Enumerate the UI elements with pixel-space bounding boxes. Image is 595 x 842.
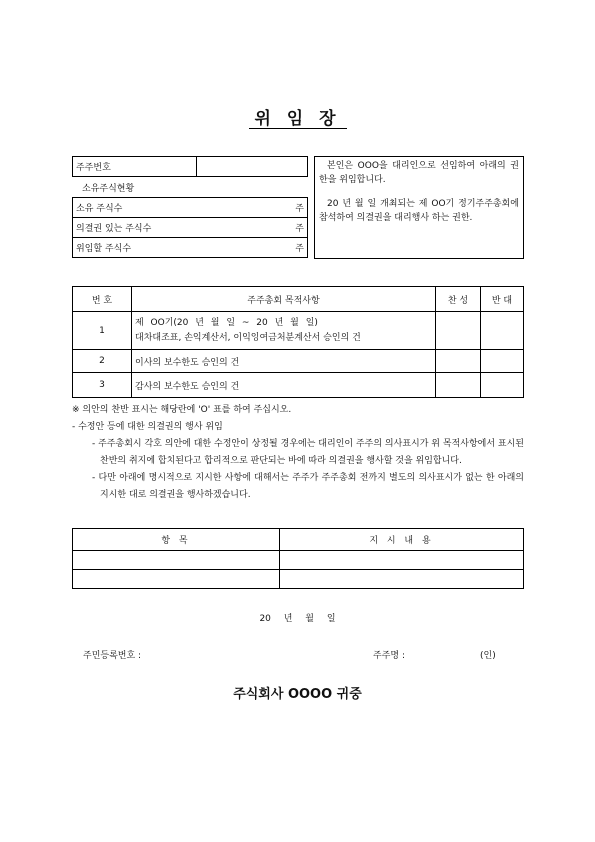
agenda-table [72,286,524,398]
agenda-row [73,350,524,373]
agenda-row-item-line2: 대차대조표, 손익계산서, 이익잉여금처분계산서 승인의 건 [135,332,361,343]
agenda-row [73,373,524,398]
delegation-text-authority: 20 년 월 일 개최되는 제 OO기 정기주주총회에 참석하여 의결권을 대리행사 하는 권한. [319,199,519,223]
note-sub-list [72,436,524,504]
instruction-item-cell[interactable] [73,551,280,570]
agenda-for-cell[interactable] [436,350,481,373]
seal-mark: (인) [480,651,496,661]
share-row-label: 의결권 있는 주식수 [73,218,288,238]
agenda-row-item-line1: 제 OO기(20 년 월 일 ~ 20 년 월 일) [135,317,318,328]
share-row-unit[interactable]: 주 [288,238,308,258]
share-row-unit[interactable]: 주 [288,198,308,218]
shareholder-number-table [72,156,308,177]
notes-section [72,402,524,504]
stock-status-label: 소유주식현황 [82,184,135,194]
share-row-label: 소유 주식수 [73,198,288,218]
agenda-row-no: 3 [73,373,132,398]
note-amendment-detail: - 주주총회시 각호 의안에 대한 수정안이 상정될 경우에는 대리인이 주주의 의사표시가 위 목적사항에서 표시된 찬반의 취지에 합치된다고 합리적으로 판단되는 바에 따라 의결권을 행사할 것을 위임합니다. [92,439,524,466]
note-vote-instruction: ※ 의안의 찬반 표시는 해당란에 'O' 표를 하여 주십시오. [72,405,292,415]
agenda-header-item: 주주총회 목적사항 [132,287,436,312]
agenda-header-row [73,287,524,312]
instruction-content-cell[interactable] [280,551,524,570]
share-row-label: 위임할 주식수 [73,238,288,258]
delegation-statement-box [314,156,524,259]
agenda-against-cell[interactable] [481,373,524,398]
document-title: 위 임 장 [254,109,341,129]
share-count-table [72,197,308,258]
share-row [73,198,308,218]
agenda-header-for: 찬 성 [436,287,481,312]
agenda-row-item: 감사의 보수한도 승인의 건 [132,373,436,398]
shareholder-number-label: 주주번호 [73,157,197,177]
signature-date: 20 년 월 일 [259,614,336,624]
instruction-row [73,551,524,570]
shareholder-number-value[interactable] [197,157,308,177]
agenda-row [73,312,524,350]
shareholder-name-label: 주주명 : [373,651,405,661]
instruction-header-content: 지 시 내 용 [280,529,524,551]
delegation-text-appoint: 본인은 OOO을 대리인으로 선임하여 아래의 권한을 위임합니다. [319,161,519,185]
instruction-content-cell[interactable] [280,570,524,589]
agenda-for-cell[interactable] [436,312,481,350]
share-row-unit[interactable]: 주 [288,218,308,238]
agenda-header-against: 반 대 [481,287,524,312]
agenda-for-cell[interactable] [436,373,481,398]
instruction-row [73,570,524,589]
agenda-row-no: 2 [73,350,132,373]
instruction-header-item: 항 목 [73,529,280,551]
agenda-against-cell[interactable] [481,350,524,373]
agenda-against-cell[interactable] [481,312,524,350]
instruction-table [72,528,524,589]
share-row [73,218,308,238]
instruction-header-row [73,529,524,551]
resident-number-label: 주민등록번호 : [83,651,142,661]
instruction-item-cell[interactable] [73,570,280,589]
agenda-row-item: 이사의 보수한도 승인의 건 [132,350,436,373]
note-explicit-instruction: - 다만 아래에 명시적으로 지시한 사항에 대해서는 주주가 주주총회 전까지 별도의 의사표시가 없는 한 아래의 지시한 대로 의결권을 행사하겠습니다. [92,473,524,500]
addressee: 주식회사 OOOO 귀중 [233,687,362,702]
agenda-header-no: 번 호 [73,287,132,312]
title-underline [249,128,347,130]
share-row [73,238,308,258]
note-amendment-delegation: - 수정안 등에 대한 의결권의 행사 위임 [72,422,223,432]
agenda-row-no: 1 [73,312,132,350]
agenda-row-item [132,312,436,350]
